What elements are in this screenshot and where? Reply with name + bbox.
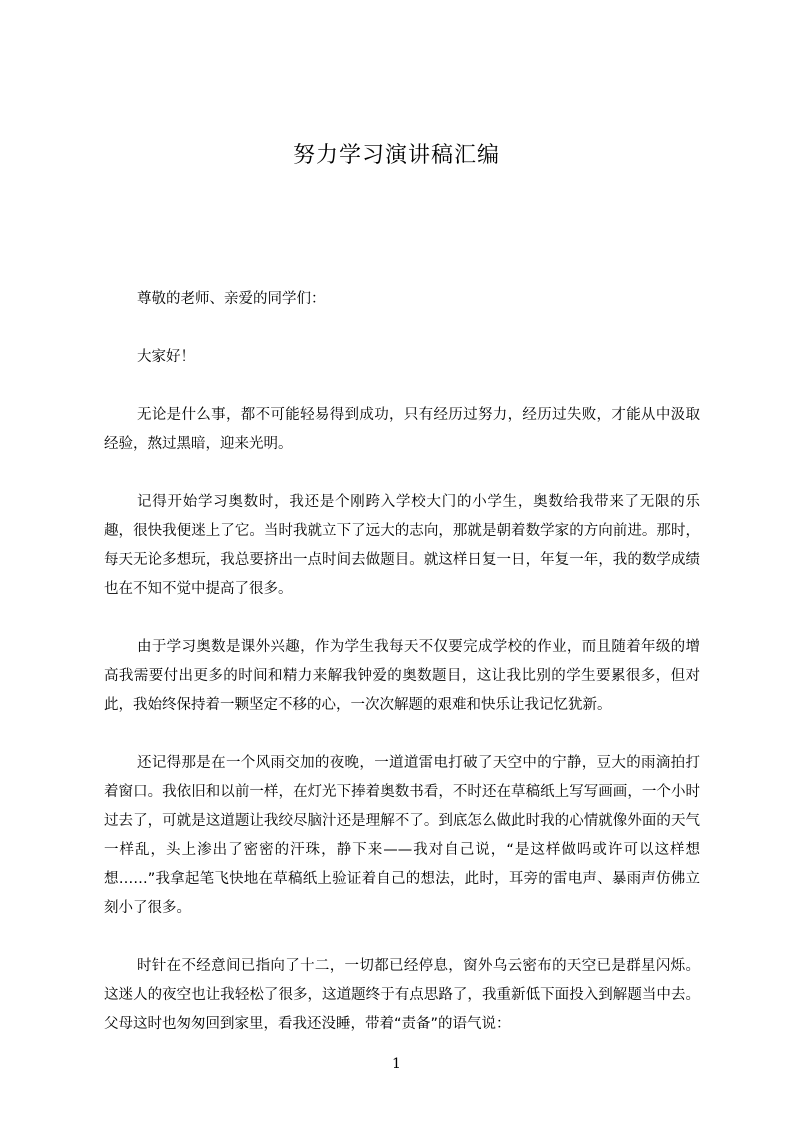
document-title: 努力学习演讲稿汇编	[292, 143, 500, 168]
paragraph: 时针在不经意间已指向了十二，一切都已经停息，窗外乌云密布的天空已是群星闪烁。这迷人的夜空也让我轻松了很多，这道题终于有点思路了，我重新低下面投入到解题当中去。父母这时也匆匆回到家里，看我还没睡，带着“责备”的语气说：	[104, 958, 700, 1032]
document-body	[104, 285, 700, 1068]
paragraph: 记得开始学习奥数时，我还是个刚跨入学校大门的小学生，奥数给我带来了无限的乐趣，很快我便迷上了它。当时我就立下了远大的志向，那就是朝着数学家的方向前进。那时，每天无论多想玩，我总要挤出一点时间去做题目。就这样日复一日，年复一年，我的数学成绩也在不知不觉中提高了很多。	[104, 494, 700, 597]
salutation: 尊敬的老师、亲爱的同学们：	[137, 291, 326, 307]
greeting: 大家好！	[137, 349, 195, 365]
page-number: 1	[392, 1056, 401, 1072]
paragraph: 还记得那是在一个风雨交加的夜晚，一道道雷电打破了天空中的宁静，豆大的雨滴拍打着窗口。我依旧和以前一样，在灯光下捧着奥数书看，不时还在草稿纸上写写画画，一个小时过去了，可就是这道题让我绞尽脑汁还是理解不了。到底怎么做此时我的心情就像外面的天气一样乱，头上渗出了密密的汗珠，静下来——我对自己说，“是这样做吗或许可以这样想想……”我拿起笔飞快地在草稿纸上验证着自己的想法，此时，耳旁的雷电声、暴雨声仿佛立刻小了很多。	[104, 755, 700, 916]
paragraph: 由于学习奥数是课外兴趣，作为学生我每天不仅要完成学校的作业，而且随着年级的增高我需要付出更多的时间和精力来解我钟爱的奥数题目，这让我比别的学生要累很多，但对此，我始终保持着一颗坚定不移的心，一次次解题的艰难和快乐让我记忆犹新。	[104, 639, 700, 713]
paragraph: 无论是什么事，都不可能轻易得到成功，只有经历过努力，经历过失败，才能从中汲取经验，熬过黑暗，迎来光明。	[104, 407, 700, 452]
